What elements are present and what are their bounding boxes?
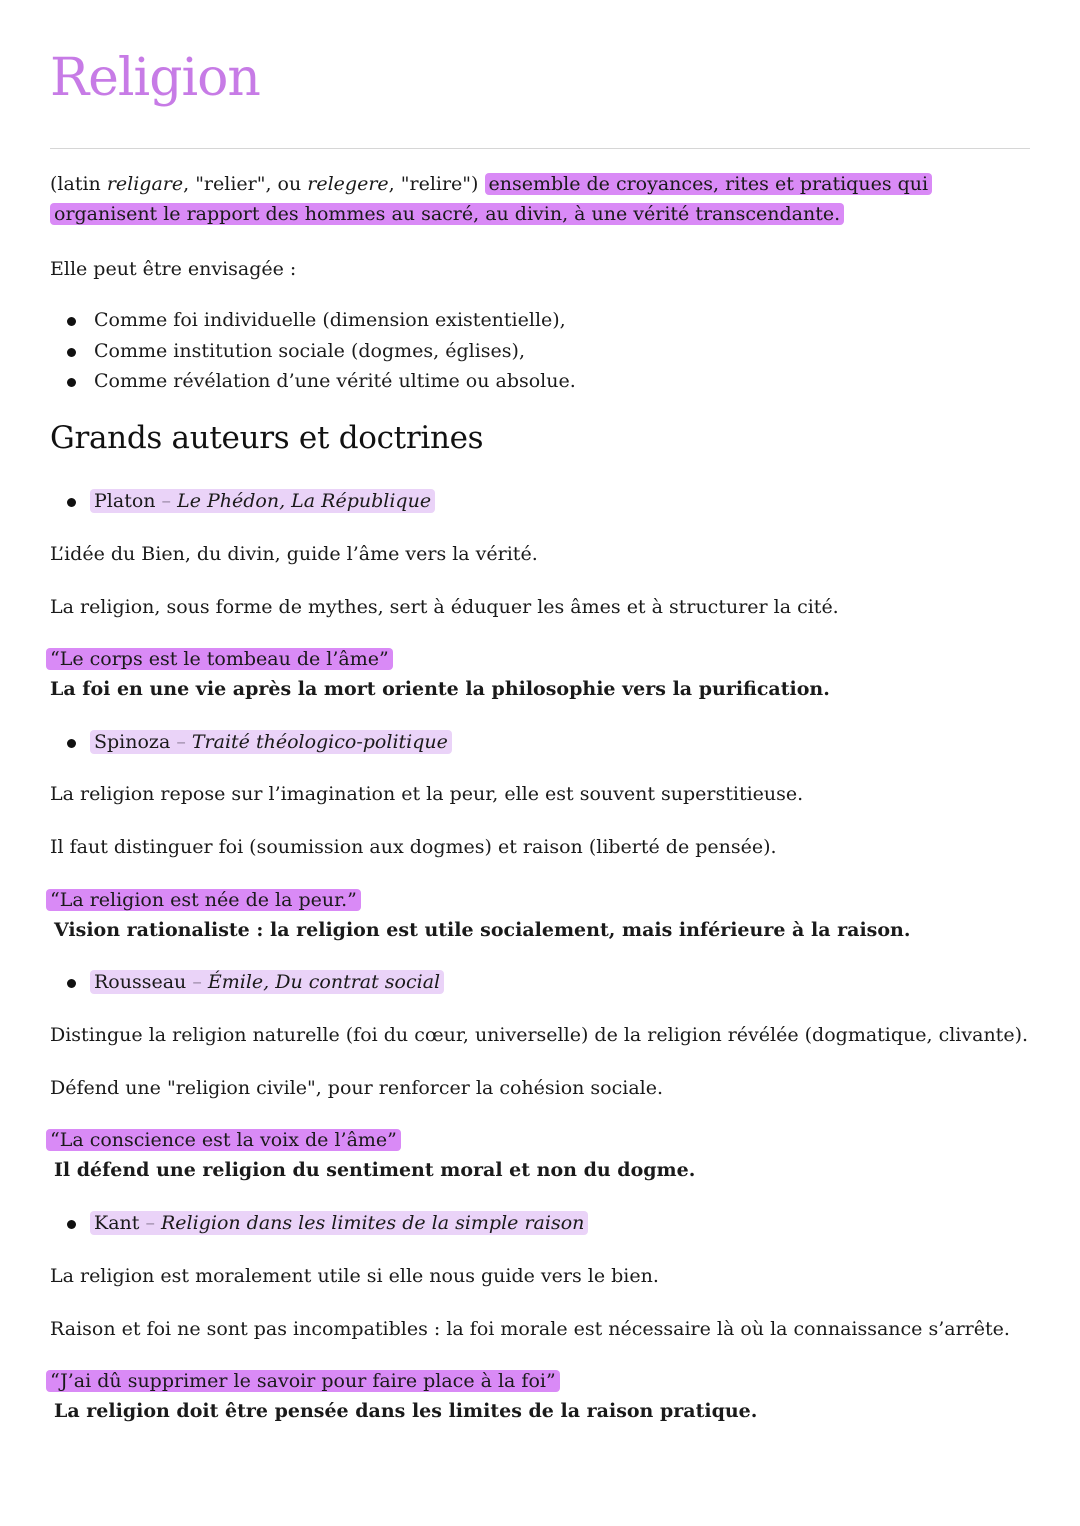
author-works: Religion dans les limites de la simple raison xyxy=(161,1212,585,1234)
author-works: Le Phédon, La République xyxy=(177,490,432,512)
author-tag xyxy=(90,489,435,513)
paragraph: La religion, sous forme de mythes, sert à éduquer les âmes et à structurer la cité. xyxy=(50,596,839,618)
etymology-term-2: relegere xyxy=(307,173,389,195)
quote: “La conscience est la voix de l’âme” xyxy=(46,1129,401,1151)
quote: “La religion est née de la peur.” xyxy=(46,889,361,911)
author-works: Traité théologico-politique xyxy=(191,731,448,753)
paragraph: L’idée du Bien, du divin, guide l’âme vers la vérité. xyxy=(50,543,538,565)
paragraph: La religion repose sur l’imagination et la peur, elle est souvent superstitieuse. xyxy=(50,783,804,805)
aspects-list xyxy=(50,305,1030,397)
definition-paragraph xyxy=(50,169,1030,229)
paragraph: Défend une "religion civile", pour renforcer la cohésion sociale. xyxy=(50,1077,664,1099)
dash: – xyxy=(176,731,186,753)
page-title: Religion xyxy=(50,48,260,108)
author-platon xyxy=(50,486,435,516)
author-tag xyxy=(90,1211,588,1235)
author-tag xyxy=(90,970,444,994)
bullet-dot xyxy=(67,979,76,988)
author-works: Émile, Du contrat social xyxy=(207,971,441,993)
etymology-term-1: religare xyxy=(106,173,184,195)
quote: “J’ai dû supprimer le savoir pour faire place à la foi” xyxy=(46,1370,560,1392)
bullet-dot xyxy=(67,498,76,507)
dash: – xyxy=(192,971,202,993)
quote-conclusion: Vision rationaliste : la religion est utile socialement, mais inférieure à la raison. xyxy=(54,919,911,941)
paragraph: Distingue la religion naturelle (foi du cœur, universelle) de la religion révélée (dogmatique, clivante). xyxy=(50,1024,1029,1046)
author-name: Spinoza xyxy=(94,731,171,753)
author-name: Rousseau xyxy=(94,971,187,993)
etymology-gloss-2: , "relire") xyxy=(388,173,479,195)
quote-block xyxy=(50,1366,757,1426)
etymology-gloss-1: , "relier", ou xyxy=(183,173,308,195)
author-spinoza xyxy=(50,727,452,757)
quote-conclusion: La foi en une vie après la mort oriente la philosophie vers la purification. xyxy=(50,678,830,700)
quote-conclusion: Il défend une religion du sentiment moral et non du dogme. xyxy=(54,1159,696,1181)
author-kant xyxy=(50,1208,588,1238)
quote-block xyxy=(50,644,830,704)
list-item: Comme institution sociale (dogmes, églises), xyxy=(50,336,1030,367)
bullet-dot xyxy=(67,1220,76,1229)
bullet-dot xyxy=(67,739,76,748)
quote: “Le corps est le tombeau de l’âme” xyxy=(46,648,393,670)
author-tag xyxy=(90,730,452,754)
section-heading: Grands auteurs et doctrines xyxy=(50,420,484,456)
list-item: Comme foi individuelle (dimension existentielle), xyxy=(50,305,1030,336)
intro-text: Elle peut être envisagée : xyxy=(50,258,297,280)
title-divider xyxy=(50,148,1030,149)
definition-prefix: (latin xyxy=(50,173,107,195)
quote-block xyxy=(50,1125,695,1185)
quote-block xyxy=(50,885,910,945)
quote-conclusion: La religion doit être pensée dans les limites de la raison pratique. xyxy=(54,1400,758,1422)
definition-highlight: ensemble de croyances, rites et pratiques qui organisent le rapport des hommes au sacré, au divin, à une vérité transcendante. xyxy=(50,173,932,225)
paragraph: Raison et foi ne sont pas incompatibles : la foi morale est nécessaire là où la connaissance s’arrête. xyxy=(50,1318,1010,1340)
author-rousseau xyxy=(50,967,444,997)
paragraph: La religion est moralement utile si elle nous guide vers le bien. xyxy=(50,1265,659,1287)
dash: – xyxy=(161,490,172,512)
author-name: Platon xyxy=(94,490,156,512)
list-item: Comme révélation d’une vérité ultime ou absolue. xyxy=(50,366,1030,397)
dash: – xyxy=(145,1212,155,1234)
paragraph: Il faut distinguer foi (soumission aux dogmes) et raison (liberté de pensée). xyxy=(50,836,777,858)
author-name: Kant xyxy=(94,1212,140,1234)
